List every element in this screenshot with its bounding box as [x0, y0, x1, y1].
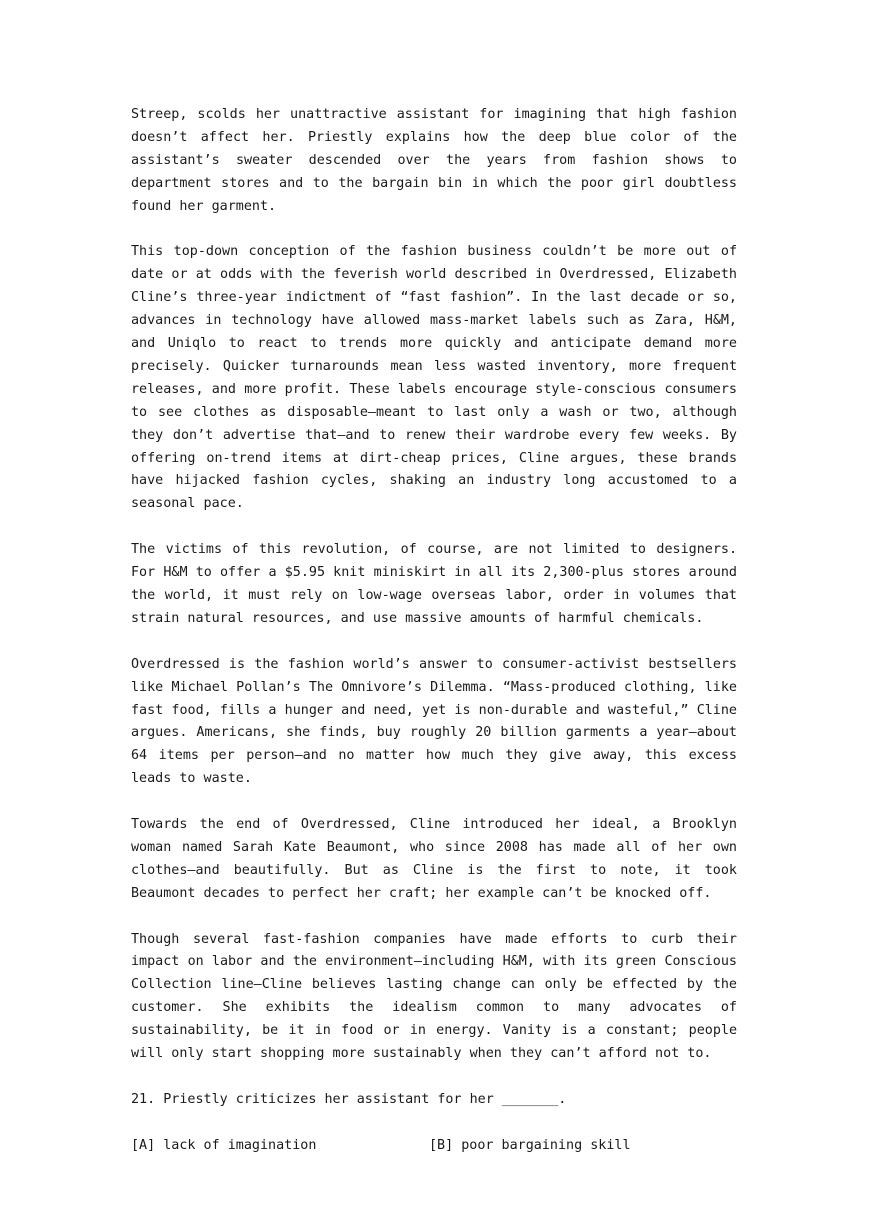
- paragraph-6: Though several fast-fashion companies have made efforts to curb their impact on labor and the environment—including H&M, with its green Conscious Collection line—Cline believes lasting change can only be effected by the customer. She exhibits the idealism common to many advocates of sustainability, be it in food or in energy. Vanity is a constant; people will only start shopping more sustainably when they can’t afford not to.: [131, 931, 737, 1062]
- document-page: [131, 104, 737, 1158]
- option-b: [B] poor bargaining skill: [429, 1137, 631, 1153]
- answer-options: [131, 1135, 737, 1158]
- paragraph-5: Towards the end of Overdressed, Cline introduced her ideal, a Brooklyn woman named Sarah Kate Beaumont, who since 2008 has made all of her own clothes—and beautifully. But as Cline is the first to note, it took Beaumont decades to perfect her craft; her example can’t be knocked off.: [131, 817, 737, 901]
- paragraph-3: The victims of this revolution, of course, are not limited to designers. For H&M to offer a $5.95 knit miniskirt in all its 2,300-plus stores around the world, it must rely on low-wage overseas labor, order in volumes that strain natural resources, and use massive amounts of harmful chemicals.: [131, 542, 737, 626]
- paragraph-1: Streep, scolds her unattractive assistant for imagining that high fashion doesn’t affect her. Priestly explains how the deep blue color of the assistant’s sweater descended over the years from fashion shows to department stores and to the bargain bin in which the poor girl doubtless found her garment.: [131, 107, 737, 214]
- paragraph-4: Overdressed is the fashion world’s answer to consumer-activist bestsellers like Michael Pollan’s The Omnivore’s Dilemma. “Mass-produced clothing, like fast food, fills a hunger and need, yet is non-durable and wasteful,” Cline argues. Americans, she finds, buy roughly 20 billion garments a year—about 64 items per person—and no matter how much they give away, this excess leads to waste.: [131, 656, 737, 787]
- paragraph-2: This top-down conception of the fashion business couldn’t be more out of date or at odds with the feverish world described in Overdressed, Elizabeth Cline’s three-year indictment of “fast fashion”. In the last decade or so, advances in technology have allowed mass-market labels such as Zara, H&M, and Uniqlo to react to trends more quickly and anticipate demand more precisely. Quicker turnarounds mean less wasted inventory, more frequent releases, and more profit. These labels encourage style-conscious consumers to see clothes as disposable—meant to last only a wash or two, although they don’t advertise that—and to renew their wardrobe every few weeks. By offering on-trend items at dirt-cheap prices, Cline argues, these brands have hijacked fashion cycles, shaking an industry long accustomed to a seasonal pace.: [131, 244, 737, 512]
- option-a: [A] lack of imagination: [131, 1137, 317, 1153]
- question-21: 21. Priestly criticizes her assistant for her _______.: [131, 1091, 567, 1107]
